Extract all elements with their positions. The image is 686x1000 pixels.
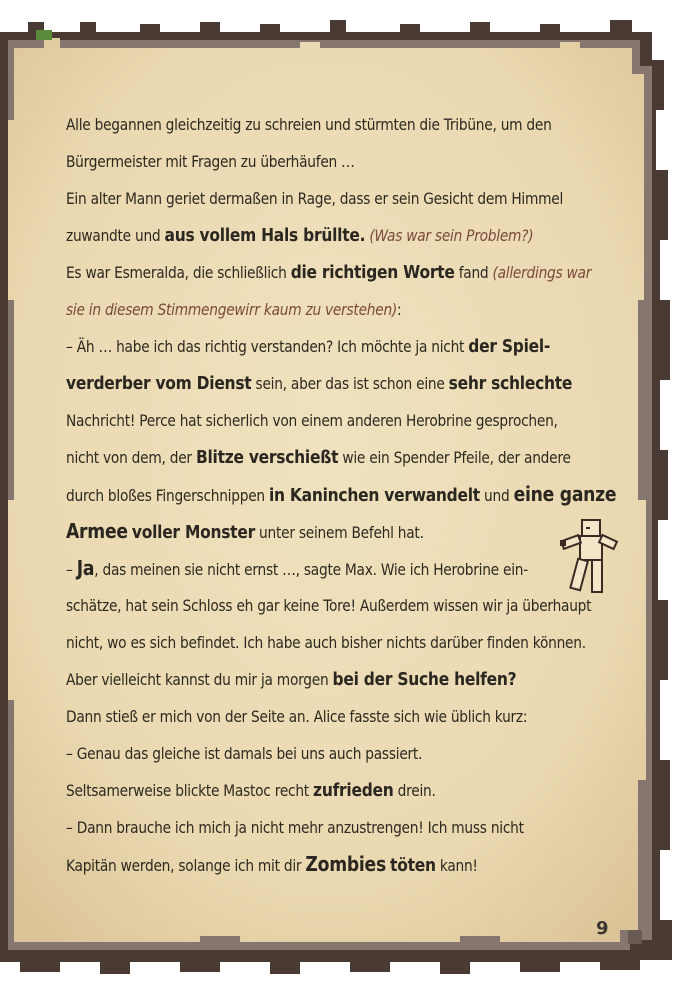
emphasis-text: sehr schlechte: [448, 373, 573, 394]
text-line: [66, 809, 548, 846]
text-segment: Kapitän werden, solange ich mit dir: [66, 856, 306, 875]
emphasis-text: Armee: [66, 519, 128, 543]
emphasis-text: eine ganze: [513, 482, 617, 506]
text-line: [66, 476, 617, 513]
emphasis-text: Ja: [76, 556, 95, 580]
emphasis-text: aus vollem Hals brüllte.: [164, 225, 366, 246]
text-segment: Nachricht! Perce hat sicherlich von einem anderen Herobrine gesprochen,: [66, 411, 558, 430]
text-segment: – Genau das gleiche ist damals bei uns auch passiert.: [66, 744, 423, 763]
text-line: [66, 291, 548, 328]
text-line: [66, 143, 548, 180]
text-segment: Aber vielleicht kannst du mir ja morgen: [66, 670, 333, 689]
text-line: [66, 180, 564, 217]
text-segment: zuwandte und: [66, 226, 165, 245]
text-segment: schätze, hat sein Schloss eh gar keine Tore! Außerdem wissen wir ja überhaupt: [66, 596, 592, 615]
text-segment: kann!: [435, 856, 478, 875]
text-line: [66, 661, 548, 698]
text-line: [66, 365, 573, 402]
text-line: [66, 735, 548, 772]
italic-aside: (Was war sein Problem?): [369, 226, 534, 245]
blocky-running-character-icon: [556, 516, 620, 602]
emphasis-text: Blitze verschießt: [195, 447, 339, 468]
text-segment: sein, aber das ist schon eine: [251, 374, 449, 393]
text-segment: nicht, wo es sich befindet. Ich habe auch bisher nichts darüber finden können.: [66, 633, 586, 652]
text-segment: Es war Esmeralda, die schließlich: [66, 263, 291, 282]
text-segment: – Dann brauche ich mich ja nicht mehr anzustrengen! Ich muss nicht: [66, 818, 524, 837]
text-line: [66, 698, 548, 735]
text-line: [66, 439, 571, 476]
text-segment: – Äh … habe ich das richtig verstanden? Ich möchte ja nicht: [66, 337, 469, 356]
text-line: [66, 254, 592, 291]
emphasis-text: die richtigen Worte: [290, 262, 455, 283]
text-line: [66, 550, 548, 587]
emphasis-text: Zombies: [305, 852, 386, 876]
story-text: [66, 106, 626, 883]
text-segment: , das meinen sie nicht ernst …, sagte Max. Wie ich Herobrine ein-: [94, 560, 528, 579]
text-segment: Seltsamerweise blickte Mastoc recht: [66, 781, 314, 800]
emphasis-text: bei der Suche helfen?: [332, 669, 517, 690]
emphasis-text: voller Monster: [131, 522, 255, 543]
text-line: [66, 624, 586, 661]
text-segment: –: [66, 560, 77, 579]
text-segment: Ein alter Mann geriet dermaßen in Rage, dass er sein Gesicht dem Himmel: [66, 189, 564, 208]
text-line: [66, 106, 552, 143]
text-line: [66, 587, 592, 624]
page-number: 9: [596, 918, 609, 939]
text-segment: Dann stieß er mich von der Seite an. Alice fasste sich wie üblich kurz:: [66, 707, 528, 726]
text-line: [66, 217, 548, 254]
emphasis-text: verderber vom Dienst: [66, 373, 252, 394]
text-line: [66, 513, 548, 550]
emphasis-text: der Spiel-: [468, 336, 551, 357]
text-line: [66, 328, 551, 365]
text-segment: drein.: [393, 781, 436, 800]
text-segment: Bürgermeister mit Fragen zu überhäufen …: [66, 152, 355, 171]
text-segment: nicht von dem, der: [66, 448, 196, 467]
emphasis-text: töten: [390, 855, 436, 876]
emphasis-text: zufrieden: [313, 780, 394, 801]
text-segment: :: [397, 300, 402, 319]
text-line: [66, 846, 548, 883]
text-line: [66, 402, 558, 439]
emphasis-text: in Kaninchen verwandelt: [268, 485, 480, 506]
text-segment: Alle begannen gleichzeitig zu schreien und stürmten die Tribüne, um den: [66, 115, 552, 134]
italic-aside: sie in diesem Stimmengewirr kaum zu verstehen): [66, 300, 398, 319]
text-segment: fand: [454, 263, 493, 282]
text-segment: durch bloßes Fingerschnippen: [66, 486, 269, 505]
text-segment: wie ein Spender Pfeile, der andere: [338, 448, 571, 467]
italic-aside: (allerdings war: [492, 263, 592, 282]
text-segment: unter seinem Befehl hat.: [254, 523, 424, 542]
text-segment: und: [479, 486, 514, 505]
text-line: [66, 772, 548, 809]
